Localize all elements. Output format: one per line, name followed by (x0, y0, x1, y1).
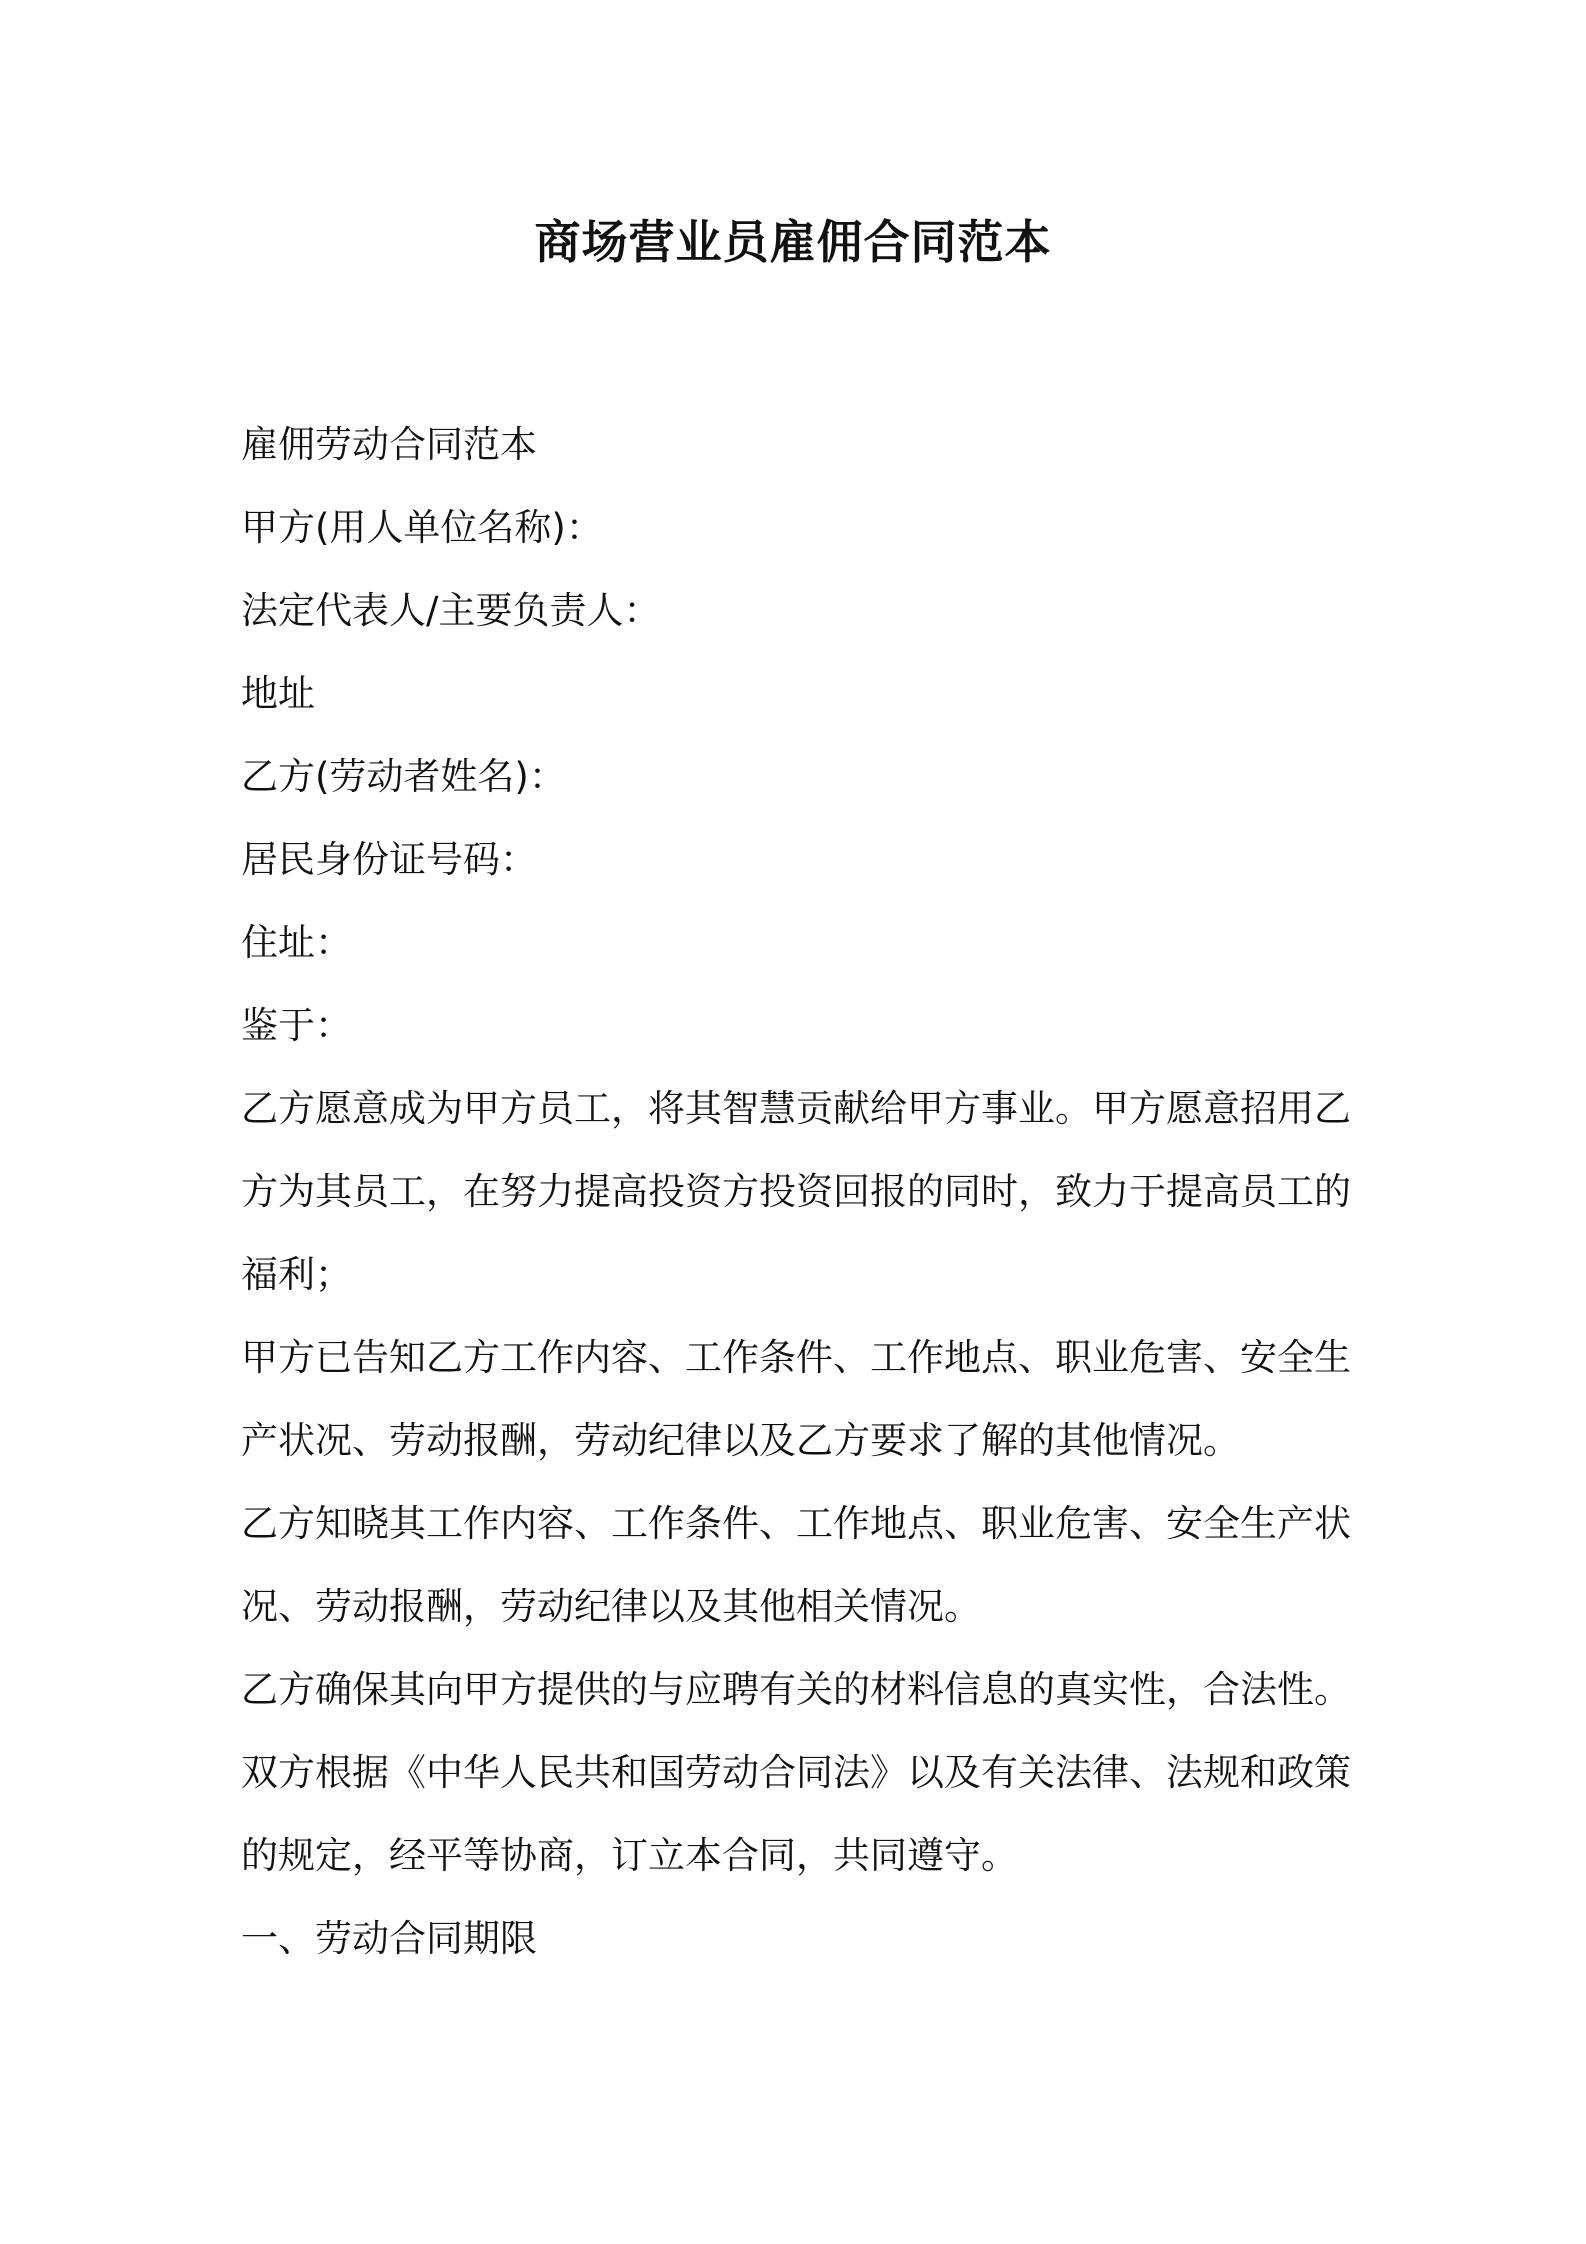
id-number-line: 居民身份证号码： (241, 838, 537, 881)
legal-representative-line: 法定代表人/主要负责人： (241, 589, 661, 632)
document-title: 商场营业员雇佣合同范本 (534, 215, 1052, 269)
whereas-line: 鉴于： (241, 1004, 352, 1047)
party-b-address-line: 住址： (241, 921, 352, 964)
paragraph-line: 双方根据《中华人民共和国劳动合同法》以及有关法律、法规和政策 (241, 1751, 1351, 1794)
paragraph-line: 乙方愿意成为甲方员工，将其智慧贡献给甲方事业。甲方愿意招用乙 (241, 1087, 1351, 1130)
paragraph-line: 方为其员工，在努力提高投资方投资回报的同时，致力于提高员工的 (241, 1170, 1351, 1213)
party-a-name-line: 甲方(用人单位名称)： (241, 506, 603, 549)
subtitle-line: 雇佣劳动合同范本 (241, 423, 537, 466)
paragraph-line: 乙方知晓其工作内容、工作条件、工作地点、职业危害、安全生产状 (241, 1502, 1351, 1545)
paragraph-line: 乙方确保其向甲方提供的与应聘有关的材料信息的真实性，合法性。 (241, 1668, 1351, 1711)
paragraph-line: 况、劳动报酬，劳动纪律以及其他相关情况。 (241, 1585, 981, 1628)
section-heading: 一、劳动合同期限 (241, 1917, 537, 1960)
document-body (241, 403, 1361, 1980)
paragraph-line: 福利； (241, 1253, 352, 1296)
paragraph-line: 甲方已告知乙方工作内容、工作条件、工作地点、职业危害、安全生 (241, 1336, 1351, 1379)
paragraph-line: 产状况、劳动报酬，劳动纪律以及乙方要求了解的其他情况。 (241, 1419, 1240, 1462)
party-b-name-line: 乙方(劳动者姓名)： (241, 755, 566, 798)
party-a-address-line: 地址 (241, 672, 315, 715)
paragraph-line: 的规定，经平等协商，订立本合同，共同遵守。 (241, 1834, 1018, 1877)
